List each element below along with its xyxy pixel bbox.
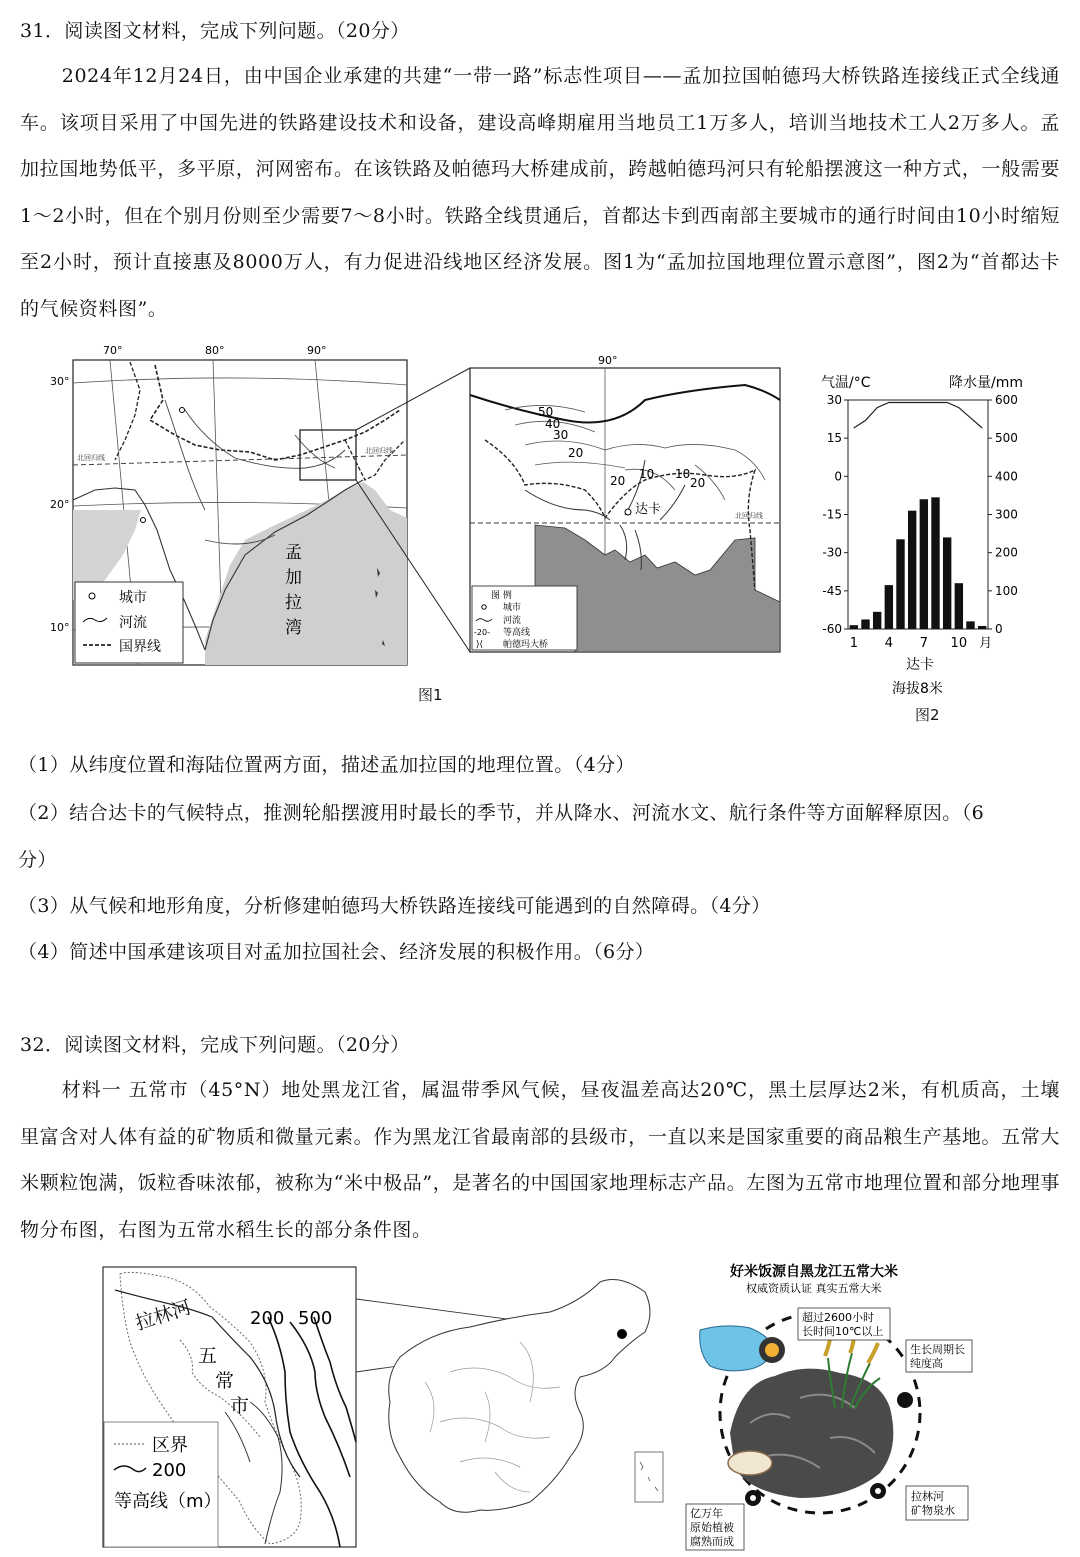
map2-legend-river: 河流 (503, 616, 522, 626)
left-map-city-1: 五 (198, 1345, 218, 1367)
rice-subtitle: 权威资质认证 真实五常大米 (746, 1282, 882, 1295)
svg-text:⟩⟨: ⟩⟨ (476, 640, 484, 650)
left-map-river-label: 拉林河 (132, 1296, 194, 1335)
x-axis-unit-label: 月 (979, 636, 993, 651)
q31-sub-2: （2）结合达卡的气候特点，推测轮船摆渡用时最长的季节，并从降水、河流水文、航行条件等方面解释原因。（6 (18, 802, 985, 824)
q31-sub-1: （1）从纬度位置和海陆位置两方面，描述孟加拉国的地理位置。（4分） (18, 754, 635, 776)
rice-label-water-1: 拉林河 (911, 1490, 944, 1503)
left-map-legend-boundary: 区界 (152, 1435, 188, 1456)
left-axis-tick-label: -45 (822, 583, 842, 598)
q31-sub-2-cont: 分） (18, 849, 57, 871)
q31-heading: 31．阅读图文材料，完成下列问题。（20分） (20, 20, 410, 42)
map2-legend-contour: 等高线 (503, 628, 531, 638)
precip-bar (885, 585, 893, 629)
left-map-city-3: 市 (230, 1395, 250, 1417)
x-axis-tick-label: 10 (950, 636, 968, 651)
left-axis-tick-label: -30 (822, 545, 842, 560)
contour-label-10b: 10 (675, 467, 691, 481)
figure-1-caption: 图1 (418, 686, 443, 704)
q31-sub-4: （4）简述中国承建该项目对孟加拉国社会、经济发展的积极作用。（6分） (18, 941, 655, 963)
map1-legend-border: 国界线 (119, 639, 161, 655)
map1-tropic-label: 北回归线 (77, 454, 105, 462)
rice-label-soil-1: 亿万年 (690, 1507, 723, 1520)
left-map-city-2: 常 (215, 1370, 235, 1392)
q31-sub-3: （3）从气候和地形角度，分析修建帕德玛大桥铁路连接线可能遇到的自然障碍。（4分） (18, 895, 771, 917)
x-axis-tick-label: 1 (849, 636, 858, 651)
map1-legend-river: 河流 (119, 615, 147, 631)
figure-2-climate-chart (815, 365, 1040, 725)
left-map-legend-contour-value: 200 (152, 1460, 187, 1481)
sea-label-3: 拉 (285, 593, 302, 613)
right-axis-tick-label: 600 (995, 393, 1018, 407)
right-axis-tick-label: 200 (995, 545, 1018, 560)
rice-label-growth-2: 纯度高 (910, 1357, 943, 1370)
figure-wuchang-map (100, 1262, 670, 1552)
temperature-line (854, 403, 982, 429)
contour-label-20a: 20 (568, 446, 584, 460)
x-axis-tick-label: 4 (884, 636, 893, 651)
map2-legend-bridge: 帕德玛大桥 (503, 640, 549, 650)
map2-city-dhaka: 达卡 (635, 502, 662, 517)
left-axis-tick-label: 30 (826, 393, 842, 407)
rice-label-water-2: 矿物泉水 (911, 1504, 955, 1517)
right-axis-tick-label: 400 (995, 469, 1018, 484)
precip-bar (920, 499, 928, 629)
right-axis-tick-label: 100 (995, 583, 1018, 598)
left-map-contour-500: 500 (298, 1308, 333, 1329)
q32-paragraph: 材料一 五常市（45°N）地处黑龙江省，属温带季风气候，昼夜温差高达20℃，黑土层厚达2米，有机质高，土壤里富含对人体有益的矿物质和微量元素。作为黑龙江省最南部的县级市，一直以来是国家重要的商品粮生产基地。五常大米颗粒饱满，饭粒香味浓郁，被称为“米中极品”，是著名的中国国家地理标志产品。左图为五常市地理位置和部分地理事物分布图，右图为五常水稻生长的部分条件图。 (20, 1079, 1060, 1241)
map2-lon-label: 90° (598, 354, 618, 367)
right-axis-tick-label: 500 (995, 431, 1018, 446)
precip-bar (873, 612, 881, 629)
map2-legend-title: 图 例 (491, 591, 512, 601)
lon-label-70: 70° (103, 344, 123, 357)
precip-bar (943, 537, 951, 629)
lat-label-20: 20° (50, 498, 70, 511)
lat-label-30: 30° (50, 375, 70, 388)
figure-2-caption: 图2 (915, 706, 940, 724)
figure-rice-conditions (680, 1258, 980, 1554)
sea-label-1: 孟 (285, 543, 302, 563)
right-axis-tick-label: 0 (995, 622, 1003, 636)
chart-ylabel-left: 气温/°C (821, 375, 871, 391)
map2-legend-contour-sample: -20- (474, 628, 490, 637)
precip-bar (955, 583, 963, 629)
lon-label-90: 90° (307, 344, 327, 357)
rice-label-soil-3: 腐熟而成 (690, 1535, 734, 1548)
left-axis-tick-label: -60 (822, 622, 842, 636)
svg-text:北回归线: 北回归线 (365, 447, 393, 455)
chart-station: 达卡 (906, 657, 934, 673)
left-map-legend-contour: 等高线（m） (114, 1491, 222, 1512)
contour-label-10a: 10 (639, 467, 655, 481)
contour-label-30: 30 (553, 428, 569, 442)
chart-elevation: 海拔8米 (892, 681, 943, 697)
left-axis-tick-label: 0 (834, 469, 842, 484)
chart-frame (848, 400, 988, 629)
left-axis-tick-label: -15 (822, 507, 842, 522)
precip-bar (978, 626, 986, 629)
rice-label-growth-1: 生长周期长 (910, 1343, 965, 1356)
rice-title: 好米饭源自黑龙江五常大米 (730, 1264, 898, 1280)
x-axis-tick-label: 7 (919, 636, 928, 651)
contour-label-50: 50 (538, 405, 554, 419)
sea-label-4: 湾 (285, 618, 302, 638)
map2-legend-city: 城市 (503, 603, 522, 613)
rice-label-soil-2: 原始植被 (690, 1521, 734, 1534)
q32-heading: 32．阅读图文材料，完成下列问题。（20分） (20, 1034, 410, 1056)
map1-legend-city: 城市 (119, 590, 147, 606)
left-axis-tick-label: 15 (826, 431, 842, 446)
rice-label-sun-1: 超过2600小时 (802, 1311, 874, 1324)
precip-bar (896, 539, 904, 629)
rice-label-sun-2: 长时间10℃以上 (802, 1325, 884, 1338)
contour-label-20c: 20 (690, 476, 706, 490)
lon-label-80: 80° (205, 344, 225, 357)
figure-1-map (45, 340, 795, 670)
contour-label-20b: 20 (610, 474, 626, 488)
lat-label-10: 10° (50, 621, 70, 634)
q31-paragraph: 2024年12月24日，由中国企业承建的共建“一带一路”标志性项目——孟加拉国帕德玛大桥铁路连接线正式全线通车。该项目采用了中国先进的铁路建设技术和设备，建设高峰期雇用当地员工1万多人，培训当地技术工人2万多人。孟加拉国地势低平，多平原，河网密布。在该铁路及帕德玛大桥建成前，跨越帕德玛河只有轮船摆渡这一种方式，一般需要1～2小时，但在个别月份则至少需要7～8小时。铁路全线贯通后，首都达卡到西南部主要城市的通行时间由10小时缩短至2小时，预计直接惠及8000万人，有力促进沿线地区经济发展。图1为“孟加拉国地理位置示意图”，图2为“首都达卡的气候资料图”。 (20, 65, 1060, 320)
precip-bar (908, 511, 916, 629)
chart-ylabel-right: 降水量/mm (949, 375, 1023, 391)
precip-bar (850, 625, 858, 629)
map2-tropic-label: 北回归线 (735, 512, 763, 520)
right-axis-tick-label: 300 (995, 507, 1018, 522)
precip-bar (966, 621, 974, 629)
left-map-contour-200: 200 (250, 1308, 285, 1329)
sea-label-2: 加 (285, 568, 302, 588)
contour-label-40: 40 (545, 417, 561, 431)
precip-bar (931, 497, 939, 629)
precip-bar (861, 619, 869, 629)
